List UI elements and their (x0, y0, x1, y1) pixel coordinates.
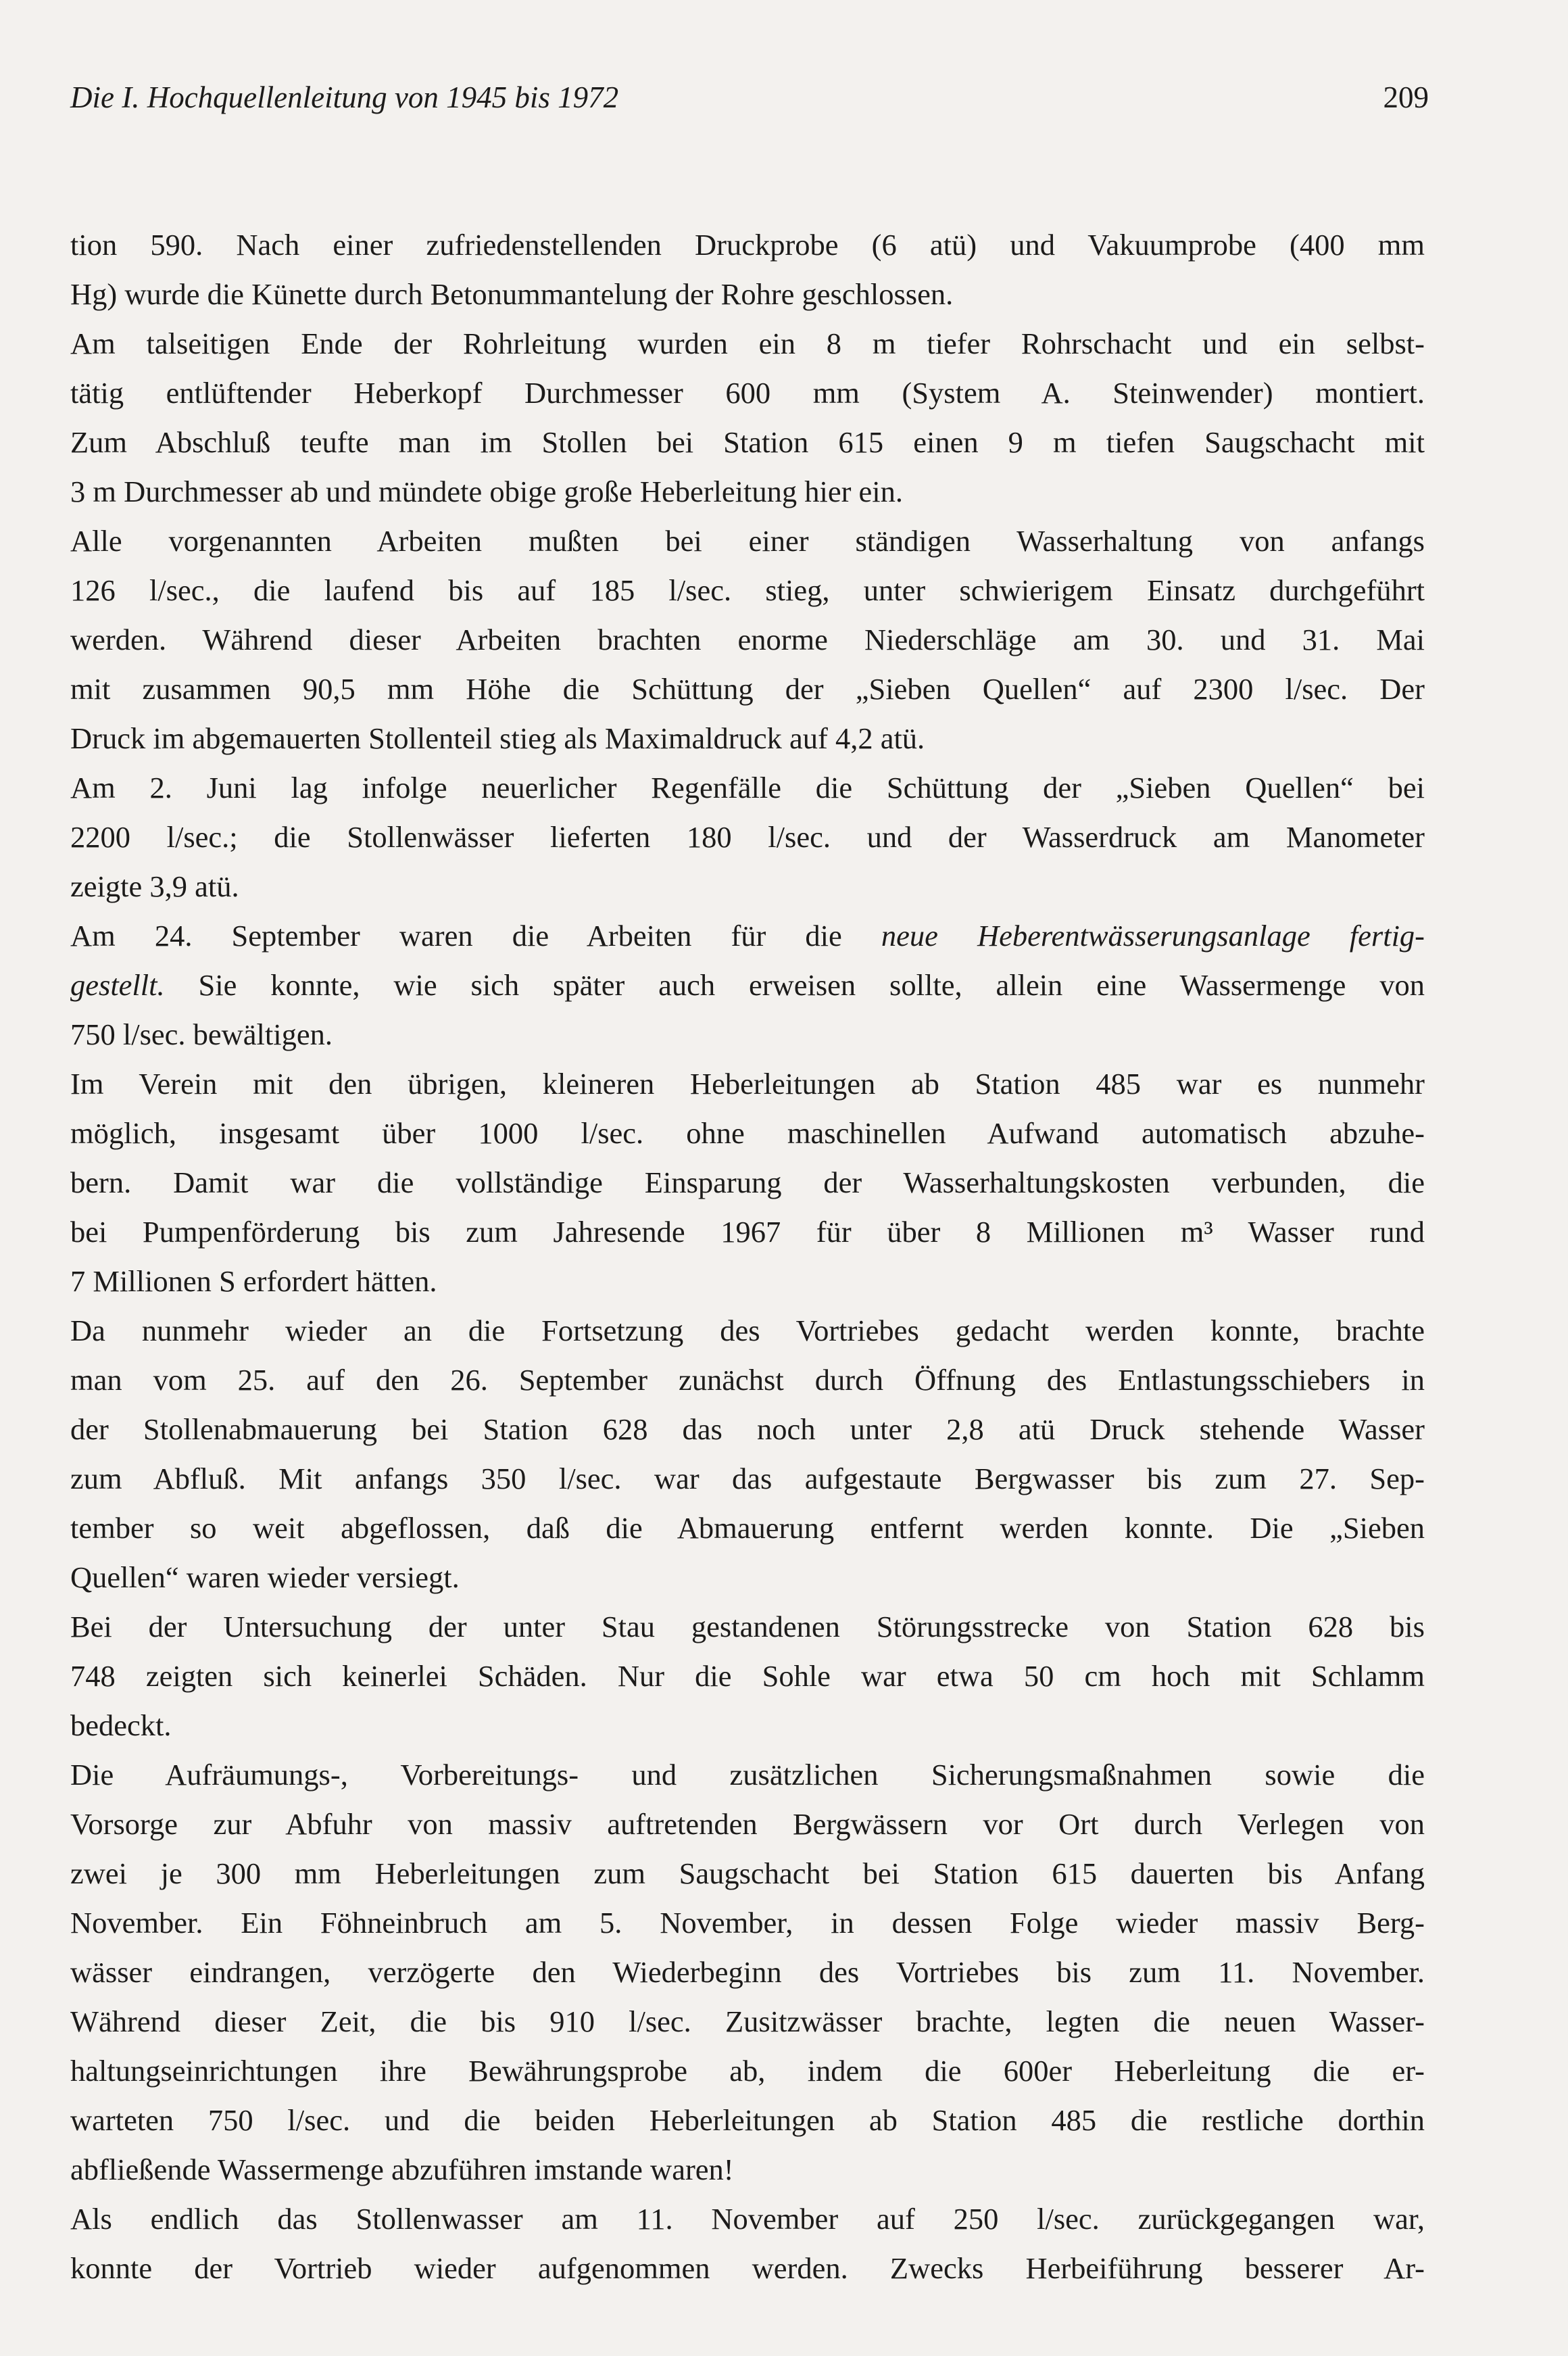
text-line (70, 1553, 1425, 1602)
text-segment: Am talseitigen Ende der Rohrleitung wurden ein 8 m tiefer Rohrschacht und ein selbst- (70, 327, 1425, 360)
page-number: 209 (1383, 80, 1429, 114)
text-line (70, 1898, 1425, 1948)
text-line (70, 1257, 1425, 1306)
text-line (70, 2046, 1425, 2096)
text-segment: 2200 l/sec.; die Stollenwässer lieferten 180 l/sec. und der Wasserdruck am Manometer (70, 820, 1425, 854)
text-line (70, 1454, 1425, 1504)
text-segment: wässer eindrangen, verzögerte den Wiederbeginn des Vortriebes bis zum 11. November. (70, 1955, 1425, 1989)
text-line (70, 516, 1425, 566)
text-segment: November. Ein Föhneinbruch am 5. November, in dessen Folge wieder massiv Berg- (70, 1906, 1425, 1940)
text-segment: abfließende Wassermenge abzuführen imstande waren! (70, 2153, 734, 2186)
text-line (70, 1158, 1425, 1207)
text-line (70, 714, 1425, 763)
text-line (70, 1405, 1425, 1454)
body-text (70, 220, 1425, 2293)
text-segment: bedeckt. (70, 1708, 172, 1742)
running-header (70, 80, 1429, 123)
text-line (70, 1701, 1425, 1750)
text-line (70, 1109, 1425, 1158)
text-line (70, 961, 1425, 1010)
text-segment: man vom 25. auf den 26. September zunächst durch Öffnung des Entlastungsschiebers in (70, 1363, 1425, 1397)
text-segment: Hg) wurde die Künette durch Betonummantelung der Rohre geschlossen. (70, 277, 954, 311)
text-segment: der Stollenabmauerung bei Station 628 das noch unter 2,8 atü Druck stehende Wasser (70, 1412, 1425, 1446)
text-segment: mit zusammen 90,5 mm Höhe die Schüttung der „Sieben Quellen“ auf 2300 l/sec. Der (70, 672, 1425, 706)
text-line (70, 1997, 1425, 2046)
text-line (70, 368, 1425, 418)
text-segment: tion 590. Nach einer zufriedenstellenden Druckprobe (6 atü) und Vakuumprobe (400 mm (70, 228, 1425, 262)
text-line (70, 418, 1425, 467)
text-segment: zum Abfluß. Mit anfangs 350 l/sec. war das aufgestaute Bergwasser bis zum 27. Sep- (70, 1462, 1425, 1495)
text-segment: 3 m Durchmesser ab und mündete obige große Heberleitung hier ein. (70, 475, 904, 508)
text-segment: 126 l/sec., die laufend bis auf 185 l/sec. stieg, unter schwierigem Einsatz durchgeführt (70, 573, 1425, 607)
text-segment: Da nunmehr wieder an die Fortsetzung des Vortriebes gedacht werden konnte, brachte (70, 1314, 1425, 1347)
text-segment: bern. Damit war die vollständige Einsparung der Wasserhaltungskosten verbunden, die (70, 1165, 1425, 1199)
text-line (70, 862, 1425, 911)
text-line (70, 566, 1425, 615)
text-segment: Als endlich das Stollenwasser am 11. November auf 250 l/sec. zurückgegangen war, (70, 2202, 1425, 2236)
text-segment: möglich, insgesamt über 1000 l/sec. ohne maschinellen Aufwand automatisch abzuhe- (70, 1116, 1425, 1150)
text-line (70, 1652, 1425, 1701)
text-segment: tember so weit abgeflossen, daß die Abmauerung entfernt werden konnte. Die „Sieben (70, 1511, 1425, 1545)
text-line (70, 1059, 1425, 1109)
text-line (70, 1207, 1425, 1257)
text-line (70, 1504, 1425, 1553)
text-segment: Im Verein mit den übrigen, kleineren Heberleitungen ab Station 485 war es nunmehr (70, 1067, 1425, 1101)
text-line (70, 911, 1425, 961)
text-line (70, 1010, 1425, 1059)
text-line (70, 1355, 1425, 1405)
text-line (70, 763, 1425, 813)
text-segment: 750 l/sec. bewältigen. (70, 1017, 333, 1051)
text-line (70, 1306, 1425, 1355)
text-segment: tätig entlüftender Heberkopf Durchmesser 600 mm (System A. Steinwender) montiert. (70, 376, 1425, 410)
text-line (70, 1849, 1425, 1898)
text-line (70, 1800, 1425, 1849)
text-line (70, 1602, 1425, 1652)
text-segment: Bei der Untersuchung der unter Stau gestandenen Störungsstrecke von Station 628 bis (70, 1610, 1425, 1643)
text-segment: 7 Millionen S erfordert hätten. (70, 1264, 437, 1298)
text-line (70, 1750, 1425, 1800)
text-line (70, 1948, 1425, 1997)
text-line (70, 2244, 1425, 2293)
text-segment: Alle vorgenannten Arbeiten mußten bei einer ständigen Wasserhaltung von anfangs (70, 524, 1425, 558)
text-segment: Sie konnte, wie sich später auch erweisen sollte, allein eine Wassermenge von (164, 968, 1425, 1002)
text-line (70, 665, 1425, 714)
text-segment: Quellen“ waren wieder versiegt. (70, 1560, 460, 1594)
text-line (70, 467, 1425, 516)
text-segment: Vorsorge zur Abfuhr von massiv auftretenden Bergwässern vor Ort durch Verlegen von (70, 1807, 1425, 1841)
text-segment: Die Aufräumungs-, Vorbereitungs- und zusätzlichen Sicherungsmaßnahmen sowie die (70, 1758, 1425, 1792)
text-line (70, 2096, 1425, 2145)
italic-text: gestellt. (70, 968, 165, 1002)
text-line (70, 813, 1425, 862)
text-segment: Zum Abschluß teufte man im Stollen bei Station 615 einen 9 m tiefen Saugschacht mit (70, 425, 1425, 459)
text-line (70, 220, 1425, 270)
italic-text: neue Heberentwässerungsanlage fertig- (881, 919, 1425, 953)
text-segment: zeigte 3,9 atü. (70, 869, 239, 903)
running-title: Die I. Hochquellenleitung von 1945 bis 1972 (70, 80, 619, 114)
text-segment: warteten 750 l/sec. und die beiden Heberleitungen ab Station 485 die restliche dorthin (70, 2103, 1425, 2137)
text-line (70, 615, 1425, 665)
text-segment: Während dieser Zeit, die bis 910 l/sec. Zusitzwässer brachte, legten die neuen Wasser- (70, 2004, 1425, 2038)
text-segment: 748 zeigten sich keinerlei Schäden. Nur die Sohle war etwa 50 cm hoch mit Schlamm (70, 1659, 1425, 1693)
text-segment: Am 24. September waren die Arbeiten für die (70, 919, 881, 953)
text-segment: zwei je 300 mm Heberleitungen zum Saugschacht bei Station 615 dauerten bis Anfang (70, 1856, 1425, 1890)
text-segment: Am 2. Juni lag infolge neuerlicher Regenfälle die Schüttung der „Sieben Quellen“ bei (70, 771, 1425, 804)
text-line (70, 2145, 1425, 2194)
text-line (70, 2194, 1425, 2244)
text-line (70, 270, 1425, 319)
text-segment: werden. Während dieser Arbeiten brachten enorme Niederschläge am 30. und 31. Mai (70, 623, 1425, 656)
text-line (70, 319, 1425, 368)
text-segment: bei Pumpenförderung bis zum Jahresende 1967 für über 8 Millionen m³ Wasser rund (70, 1215, 1425, 1249)
text-segment: Druck im abgemauerten Stollenteil stieg als Maximaldruck auf 4,2 atü. (70, 721, 925, 755)
text-segment: haltungseinrichtungen ihre Bewährungsprobe ab, indem die 600er Heberleitung die er- (70, 2054, 1425, 2088)
text-segment: konnte der Vortrieb wieder aufgenommen werden. Zwecks Herbeiführung besserer Ar- (70, 2251, 1425, 2285)
